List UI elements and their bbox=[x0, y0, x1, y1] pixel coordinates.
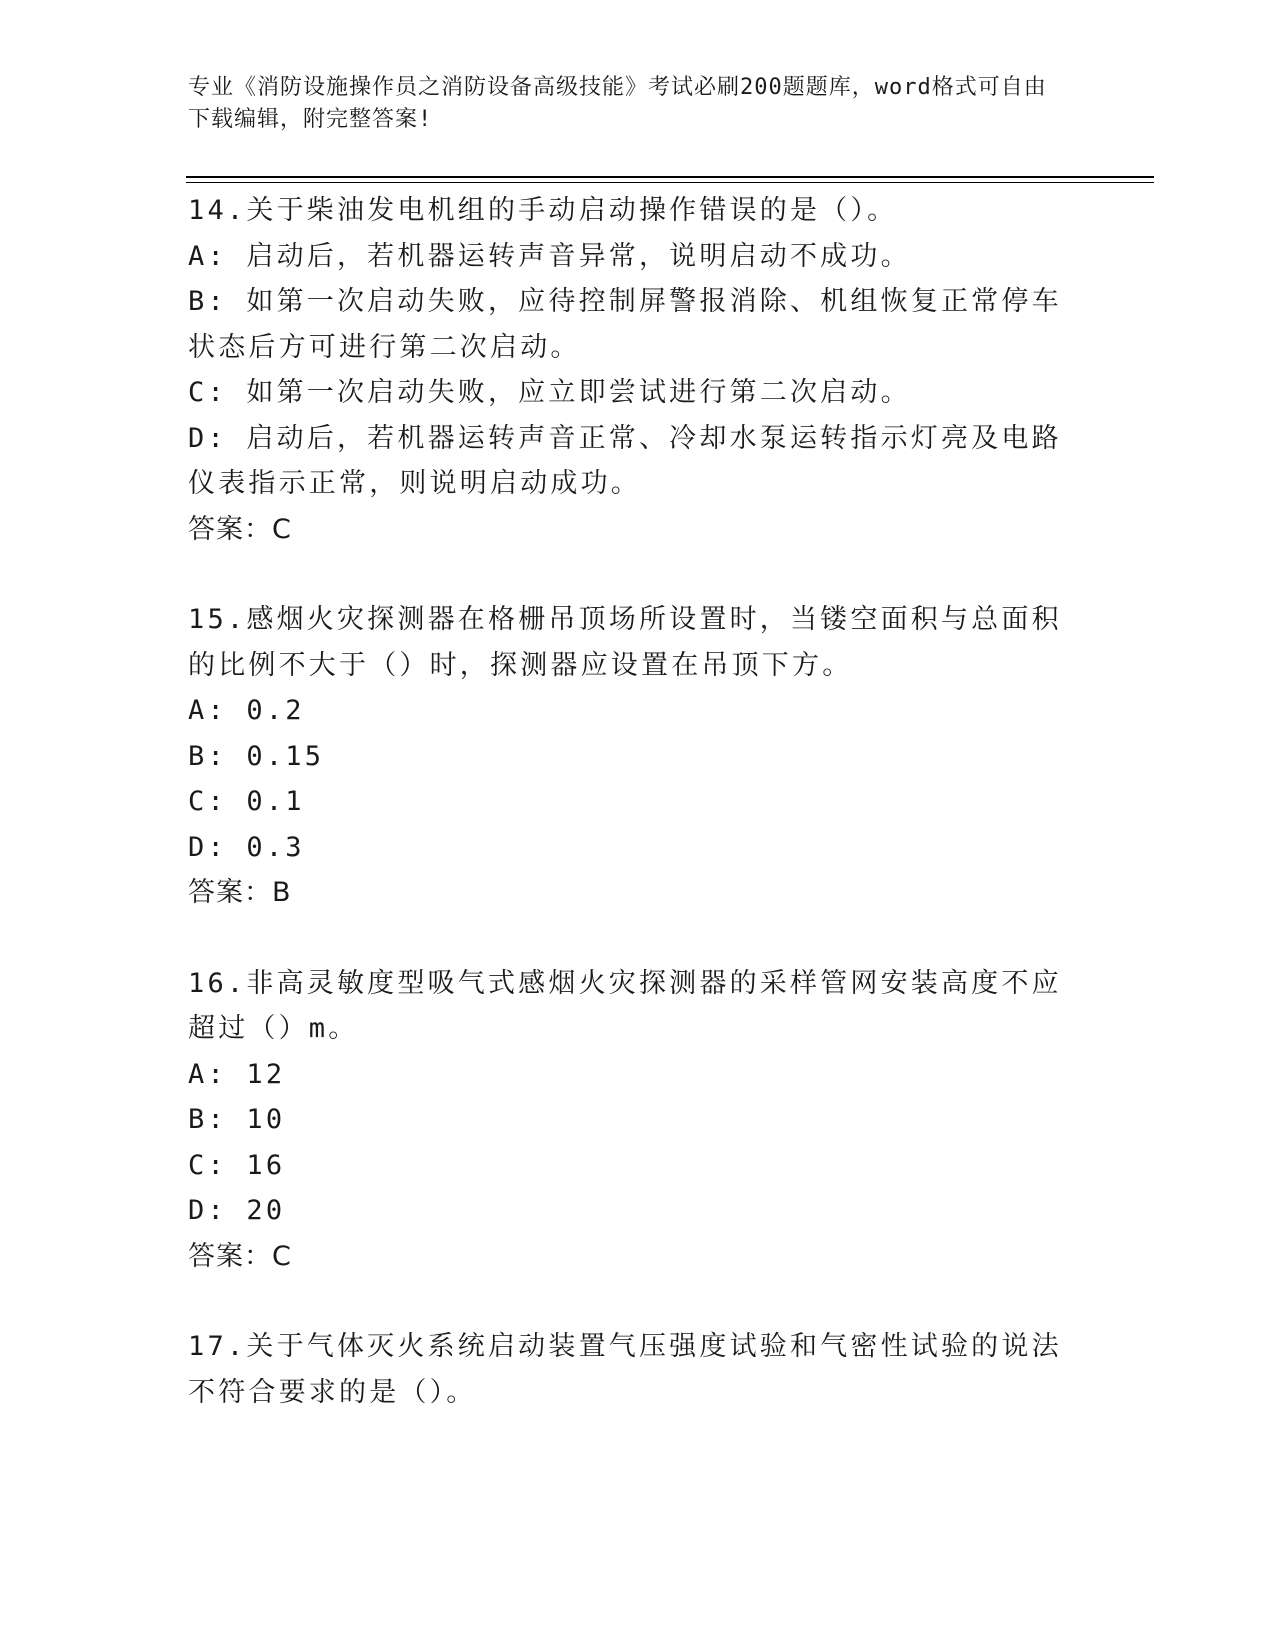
answer-label: 答案：B bbox=[188, 877, 292, 908]
option-d: D: 20 bbox=[188, 1195, 286, 1226]
answer-label: 答案：C bbox=[188, 1240, 292, 1272]
question-14 bbox=[188, 188, 1078, 552]
question-stem: 17.关于气体灭火系统启动装置气压强度试验和气密性试验的说法不符合要求的是（）。 bbox=[188, 1331, 1062, 1408]
header-divider-thin bbox=[186, 182, 1154, 183]
option-c: C: 16 bbox=[188, 1149, 286, 1181]
question-15 bbox=[188, 597, 1078, 916]
question-stem: 15.感烟火灾探测器在格栅吊顶场所设置时，当镂空面积与总面积的比例不大于（）时，探测器应设置在吊顶下方。 bbox=[188, 604, 1062, 681]
option-d: D: 0.3 bbox=[188, 831, 305, 863]
answer-label: 答案：C bbox=[188, 513, 292, 545]
question-stem: 14.关于柴油发电机组的手动启动操作错误的是（）。 bbox=[188, 195, 898, 226]
document-header: 专业《消防设施操作员之消防设备高级技能》考试必刷200题题库，word格式可自由下载编辑，附完整答案! bbox=[188, 75, 1047, 132]
option-c: C: 0.1 bbox=[188, 786, 305, 817]
header-divider-thick bbox=[186, 176, 1154, 178]
question-17 bbox=[188, 1324, 1078, 1415]
option-a: A: 0.2 bbox=[188, 695, 305, 726]
question-list bbox=[188, 188, 1078, 1415]
option-a: A: 启动后，若机器运转声音异常，说明启动不成功。 bbox=[188, 240, 911, 272]
option-c: C: 如第一次启动失败，应立即尝试进行第二次启动。 bbox=[188, 377, 911, 408]
option-a: A: 12 bbox=[188, 1058, 286, 1090]
question-16 bbox=[188, 961, 1078, 1280]
question-spacer bbox=[188, 552, 1078, 597]
option-b: B: 0.15 bbox=[188, 740, 325, 772]
question-spacer bbox=[188, 1279, 1078, 1324]
option-d: D: 启动后，若机器运转声音正常、冷却水泵运转指示灯亮及电路仪表指示正常，则说明启动成功。 bbox=[188, 422, 1062, 499]
option-b: B: 10 bbox=[188, 1104, 286, 1135]
option-b: B: 如第一次启动失败，应待控制屏警报消除、机组恢复正常停车状态后方可进行第二次启动。 bbox=[188, 286, 1062, 363]
question-stem: 16.非高灵敏度型吸气式感烟火灾探测器的采样管网安装高度不应超过（）m。 bbox=[188, 967, 1062, 1044]
question-spacer bbox=[188, 916, 1078, 961]
